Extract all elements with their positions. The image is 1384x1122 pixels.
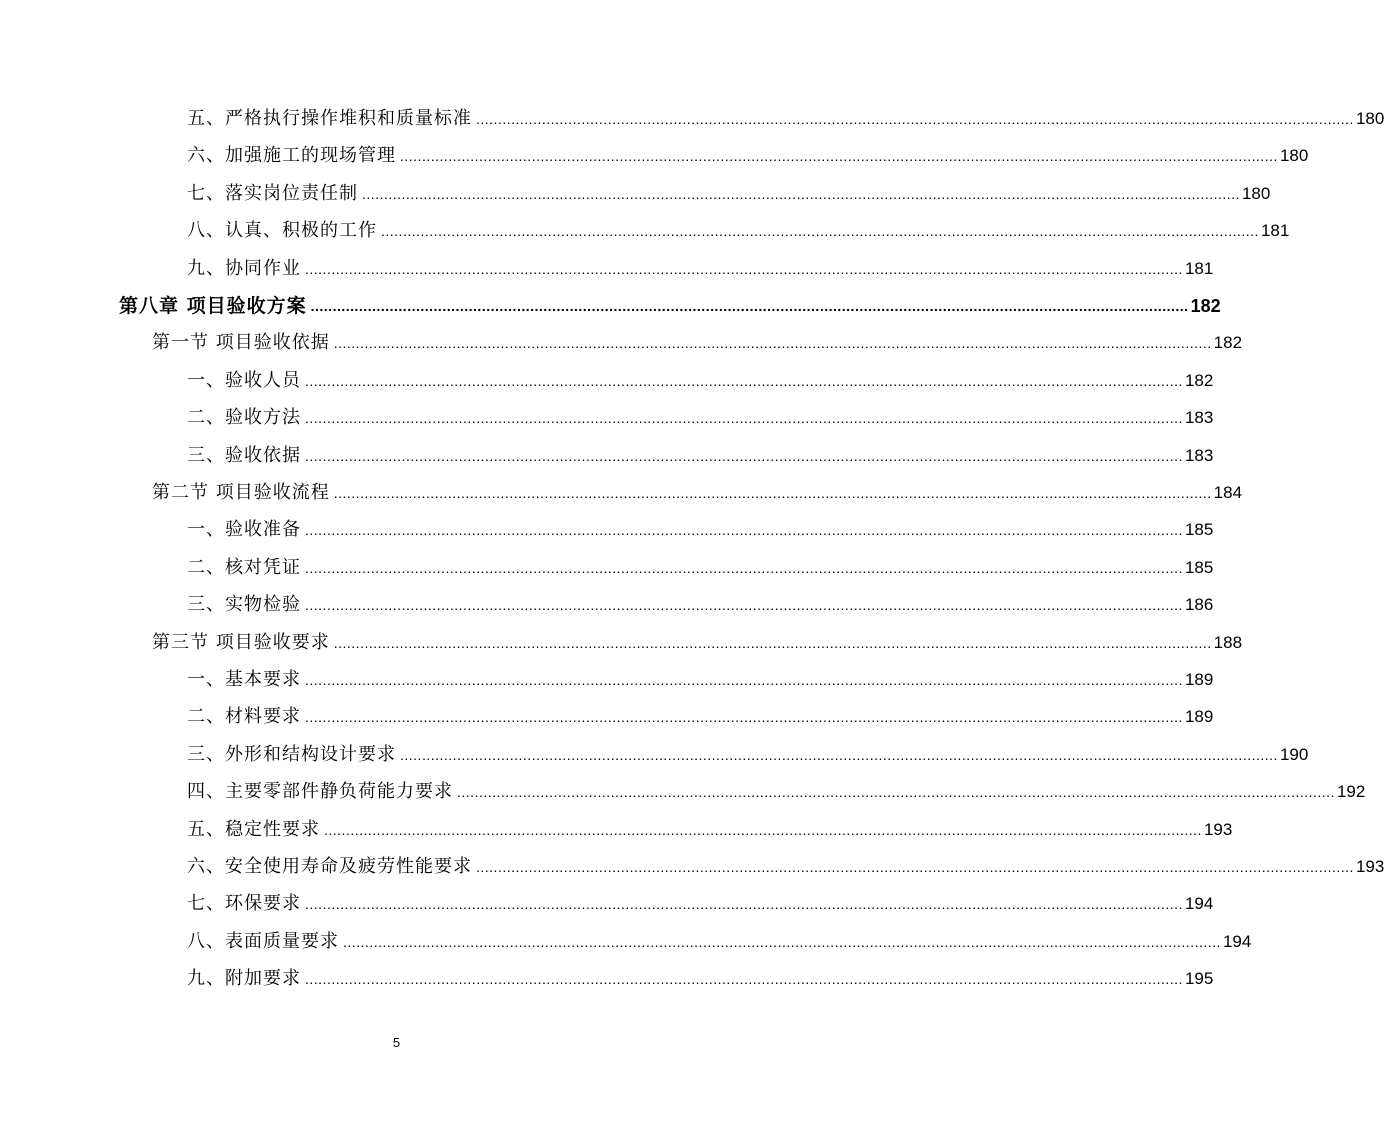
toc-entry-item[interactable] (187, 100, 1384, 130)
toc-entry-title: 八、表面质量要求 (187, 930, 339, 952)
toc-entry-item[interactable] (187, 175, 1271, 205)
dot-leader: ........................................................................................................................................................................................................ (476, 111, 1354, 127)
toc-entry-title: 第八章 项目验收方案 (119, 295, 307, 317)
toc-entry-title: 一、验收准备 (187, 519, 301, 541)
dot-leader: ........................................................................................................................................................................................................ (305, 410, 1183, 427)
toc-entry-page-number: 183 (1184, 408, 1214, 428)
toc-entry-title: 六、加强施工的现场管理 (187, 145, 396, 167)
toc-entry-title: 四、主要零部件静负荷能力要求 (187, 781, 453, 803)
toc-entry-page-number: 189 (1184, 707, 1214, 727)
dot-leader: ........................................................................................................................................................................................................ (343, 933, 1221, 950)
toc-entry-item[interactable] (187, 437, 1214, 467)
dot-leader: ........................................................................................................................................................................................................ (305, 597, 1183, 614)
dot-leader: ........................................................................................................................................................................................................ (457, 784, 1335, 801)
toc-entry-page-number: 194 (1184, 894, 1214, 914)
toc-entry-title: 二、材料要求 (187, 706, 301, 728)
dot-leader: ........................................................................................................................................................................................................ (310, 298, 1189, 314)
toc-entry-title: 五、严格执行操作堆积和质量标准 (187, 108, 472, 129)
toc-entry-page-number: 182 (1184, 370, 1214, 390)
toc-entry-item[interactable] (187, 923, 1252, 953)
dot-leader: ........................................................................................................................................................................................................ (305, 896, 1183, 913)
toc-entry-item[interactable] (187, 773, 1366, 803)
toc-entry-page-number: 188 (1213, 632, 1243, 652)
dot-leader: ........................................................................................................................................................................................................ (305, 372, 1183, 389)
toc-entry-title: 五、稳定性要求 (187, 818, 320, 840)
toc-entry-item[interactable] (187, 960, 1214, 990)
toc-entry-item[interactable] (187, 511, 1214, 541)
page-number: 5 (392, 1035, 401, 1050)
dot-leader: ........................................................................................................................................................................................................ (333, 335, 1212, 352)
toc-entry-title: 第三节 项目验收要求 (152, 631, 330, 653)
toc-entry-item[interactable] (187, 549, 1214, 579)
dot-leader: ........................................................................................................................................................................................................ (324, 821, 1202, 838)
toc-entry-title: 三、验收依据 (187, 444, 301, 466)
dot-leader: ........................................................................................................................................................................................................ (305, 709, 1183, 726)
toc-entry-page-number: 182 (1213, 333, 1243, 353)
toc-entry-item[interactable] (187, 250, 1214, 280)
toc-entry-item[interactable] (187, 736, 1309, 766)
dot-leader: ........................................................................................................................................................................................................ (400, 148, 1278, 165)
toc-entry-page-number: 180 (1355, 109, 1384, 128)
toc-entry-item[interactable] (187, 137, 1309, 167)
dot-leader: ........................................................................................................................................................................................................ (400, 746, 1278, 763)
dot-leader: ........................................................................................................................................................................................................ (381, 223, 1259, 240)
toc-entry-page-number: 180 (1279, 146, 1309, 166)
toc-entry-title: 一、基本要求 (187, 669, 301, 690)
dot-leader: ........................................................................................................................................................................................................ (333, 634, 1212, 651)
toc-entry-page-number: 193 (1203, 819, 1233, 839)
toc-entry-page-number: 192 (1336, 782, 1366, 802)
toc-entry-page-number: 189 (1184, 670, 1214, 689)
toc-entry-item[interactable] (187, 399, 1214, 429)
toc-entry-page-number: 185 (1184, 557, 1214, 577)
toc-entry-title: 一、验收人员 (187, 369, 301, 391)
toc-entry-page-number: 181 (1184, 258, 1214, 278)
toc-entry-item[interactable] (187, 848, 1384, 878)
toc-entry-chapter[interactable] (119, 287, 1221, 317)
toc-entry-item[interactable] (187, 362, 1214, 392)
toc-entry-page-number: 180 (1241, 183, 1271, 203)
toc-entry-title: 七、落实岗位责任制 (187, 182, 358, 204)
dot-leader: ........................................................................................................................................................................................................ (305, 447, 1183, 464)
dot-leader: ........................................................................................................................................................................................................ (305, 971, 1183, 988)
toc-entry-title: 六、安全使用寿命及疲劳性能要求 (187, 856, 472, 877)
toc-entry-section[interactable] (152, 624, 1243, 654)
toc-entry-item[interactable] (187, 212, 1290, 242)
toc-entry-item[interactable] (187, 586, 1214, 616)
dot-leader: ........................................................................................................................................................................................................ (476, 859, 1354, 875)
toc-entry-item[interactable] (187, 811, 1233, 841)
dot-leader: ........................................................................................................................................................................................................ (305, 522, 1183, 539)
toc-entry-page-number: 195 (1184, 969, 1214, 989)
toc-entry-section[interactable] (152, 474, 1243, 504)
dot-leader: ........................................................................................................................................................................................................ (362, 185, 1240, 202)
toc-entry-page-number: 181 (1260, 221, 1290, 241)
dot-leader: ........................................................................................................................................................................................................ (305, 260, 1183, 277)
toc-entry-page-number: 184 (1213, 483, 1243, 502)
toc-entry-item[interactable] (187, 698, 1214, 728)
toc-entry-item[interactable] (187, 885, 1214, 915)
toc-entry-title: 三、外形和结构设计要求 (187, 743, 396, 765)
toc-entry-title: 九、附加要求 (187, 968, 301, 990)
toc-entry-section[interactable] (152, 324, 1243, 354)
toc-entry-page-number: 193 (1355, 857, 1384, 876)
toc-entry-title: 二、核对凭证 (187, 556, 301, 578)
dot-leader: ........................................................................................................................................................................................................ (305, 672, 1183, 688)
toc-entry-page-number: 186 (1184, 595, 1214, 615)
dot-leader: ........................................................................................................................................................................................................ (333, 485, 1212, 501)
dot-leader: ........................................................................................................................................................................................................ (305, 559, 1183, 576)
toc-entry-page-number: 190 (1279, 744, 1309, 764)
toc-entry-item[interactable] (187, 661, 1214, 691)
toc-entry-title: 七、环保要求 (187, 893, 301, 915)
toc-entry-title: 第一节 项目验收依据 (152, 332, 330, 354)
toc-entry-title: 八、认真、积极的工作 (187, 220, 377, 242)
toc-entry-title: 三、实物检验 (187, 594, 301, 616)
toc-entry-page-number: 182 (1190, 296, 1221, 316)
toc-entry-page-number: 194 (1222, 931, 1252, 951)
toc-entry-title: 九、协同作业 (187, 257, 301, 279)
toc-entry-title: 第二节 项目验收流程 (152, 482, 330, 503)
toc-entry-title: 二、验收方法 (187, 407, 301, 429)
toc-entry-page-number: 183 (1184, 445, 1214, 465)
toc-entry-page-number: 185 (1184, 520, 1214, 540)
